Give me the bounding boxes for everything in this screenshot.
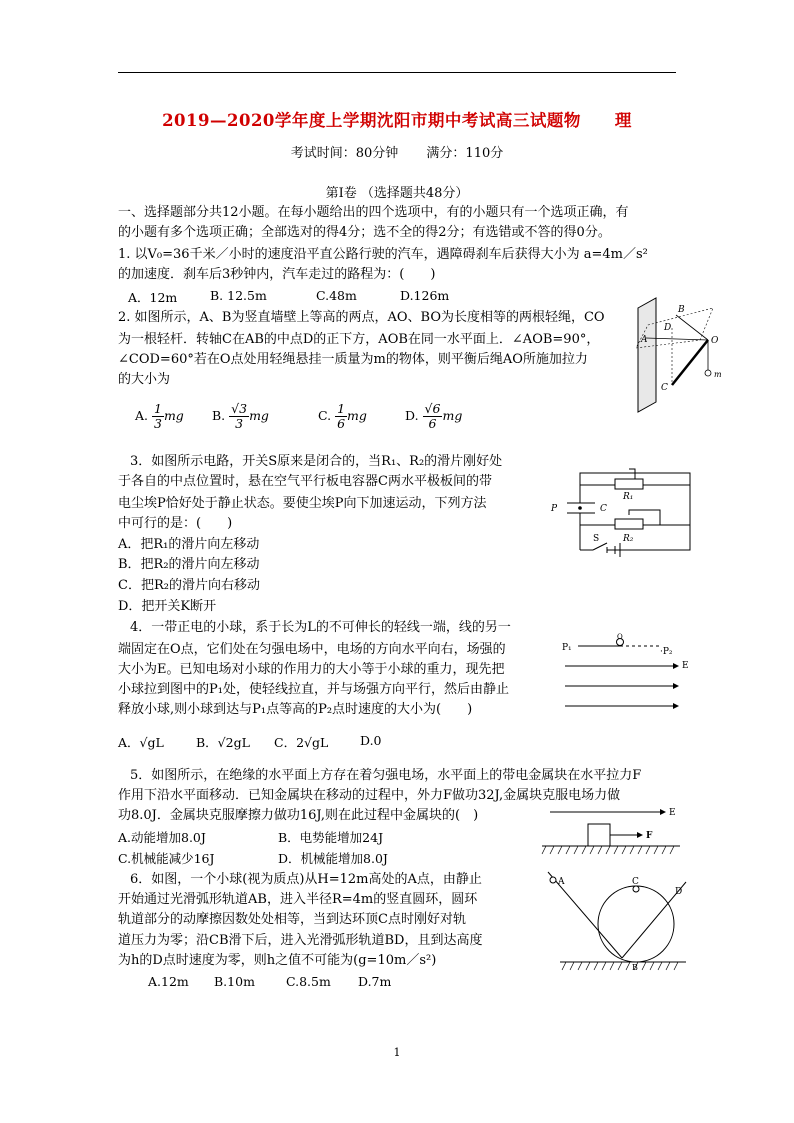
q5-option-b: B．电势能增加24J xyxy=(278,830,384,845)
q6-label-b: B xyxy=(632,963,638,972)
q2-option-c: C. $\frac{1}{6}$ mg xyxy=(318,401,367,431)
q3-label-s: S xyxy=(593,534,600,544)
q2-label-o: O xyxy=(711,336,719,346)
q5-label-f: F xyxy=(646,831,653,841)
q4-text: 释放小球,则小球到达与P₁点等高的P₂点时速度的大小为( ) xyxy=(118,702,473,717)
q1-option-c: C.48m xyxy=(316,288,357,303)
q6-option-a: A.12m xyxy=(148,974,189,989)
q5-option-d: D．机械能增加8.0J xyxy=(278,851,388,866)
q2-text: 2. 如图所示，A、B为竖直墙壁上等高的两点，AO、BO为长度相等的两根轻绳，CO xyxy=(118,310,605,325)
exam-meta xyxy=(0,142,794,161)
q1-text: 的加速度．刹车后3秒钟内，汽车走过的路程为：( ) xyxy=(118,267,436,282)
q6-label-a: A xyxy=(558,877,565,887)
q1-option-d: D.126m xyxy=(400,288,450,303)
q3-text: 于各自的中点位置时，悬在空气平行板电容器C两水平极板间的带 xyxy=(118,474,492,489)
q5-block-figure xyxy=(540,802,685,862)
header-rule xyxy=(118,72,676,73)
q6-label-c: C xyxy=(632,877,639,887)
q4-text: 小球拉到图中的P₁处，使轻线拉直，并与场强方向平行，然后由静止 xyxy=(118,682,509,697)
page-title: 2019—2020学年度上学期沈阳市期中考试高三试题物 理 xyxy=(162,111,632,130)
q6-text: 道压力为零；沿CB滑下后，进入光滑弧形轨道BD，且到达高度 xyxy=(118,933,483,948)
q6-option-c: C.8.5m xyxy=(286,974,331,989)
q4-label-e: E xyxy=(682,661,689,671)
q2-label-b: B xyxy=(678,305,685,315)
q3-label-c: C xyxy=(600,504,607,514)
q5-label-e: E xyxy=(669,808,676,818)
q4-text: 端固定在O点，它们处在匀强电场中，电场的方向水平向右，场强的 xyxy=(118,642,506,657)
q4-option-b: B．√2gL xyxy=(196,735,250,750)
q3-label-p: P xyxy=(551,504,558,514)
q6-option-b: B.10m xyxy=(214,974,255,989)
section-heading: 第Ⅰ卷 （选择题共48分） xyxy=(325,186,469,201)
q3-option-d: D．把开关K断开 xyxy=(118,599,217,614)
full-score: 满分：110分 xyxy=(426,146,504,161)
intro-line: 的小题有多个选项正确；全部选对的得4分；选不全的得2分；有选错或不答的得0分。 xyxy=(118,225,611,240)
q2-label-c: C xyxy=(661,383,668,393)
q3-circuit-figure xyxy=(545,455,700,570)
q3-text: 3．如图所示电路，开关S原来是闭合的，当R₁、R₂的滑片刚好处 xyxy=(130,454,503,469)
q6-label-d: D xyxy=(675,887,683,897)
q6-text: 轨道部分的动摩擦因数处处相等，当到达环顶C点时刚好对轨 xyxy=(118,912,466,927)
q2-option-a: A. $\frac{1}{3}$ mg xyxy=(135,401,184,431)
q5-option-a: A.动能增加8.0J xyxy=(118,830,206,845)
q1-text: 1. 以V₀=36千米／小时的速度沿平直公路行驶的汽车，遇障碍刹车后获得大小为 a=4m／s² xyxy=(118,247,648,262)
q4-option-c: C．2√gL xyxy=(274,735,329,750)
q4-field-figure xyxy=(560,632,695,722)
q2-text: ∠COD=60°若在O点处用轻绳悬挂一质量为m的物体，则平衡后绳AO所施加拉力 xyxy=(118,352,588,367)
exam-time: 考试时间：80分钟 xyxy=(290,146,399,161)
q2-label-d: D xyxy=(664,323,672,333)
q3-text: 电尘埃P恰好处于静止状态。要使尘埃P向下加速运动，下列方法 xyxy=(118,496,487,511)
q5-text: 功8.0J．金属块克服摩擦力做功16J,则在此过程中金属块的( ) xyxy=(118,808,479,823)
q6-loop-figure xyxy=(540,862,690,977)
q4-label-p2: ·P₂ xyxy=(660,647,673,657)
q5-text: 作用下沿水平面移动．已知金属块在移动的过程中，外力F做功32J,金属块克服电场力做 xyxy=(118,788,621,803)
intro-line: 一、选择题部分共12小题。在每小题给出的四个选项中，有的小题只有一个选项正确，有 xyxy=(118,205,629,220)
q1-option-b: B. 12.5m xyxy=(210,288,267,303)
q3-label-r1: R₁ xyxy=(623,492,634,502)
q4-option-d: D.0 xyxy=(360,733,382,748)
q2-text: 为一根轻杆．转轴C在AB的中点D的正下方，AOB在同一水平面上．∠AOB=90°， xyxy=(118,332,600,347)
q6-text: 开始通过光滑弧形轨道AB，进入半径R=4m的竖直圆环，圆环 xyxy=(118,892,478,907)
q4-label-o: O xyxy=(617,633,623,641)
q3-label-r2: R₂ xyxy=(623,534,634,544)
q5-option-c: C.机械能减少16J xyxy=(118,851,215,866)
q6-option-d: D.7m xyxy=(358,974,392,989)
q3-option-b: B．把R₂的滑片向左移动 xyxy=(118,557,260,572)
q4-text: 大小为E。已知电场对小球的作用力的大小等于小球的重力，现先把 xyxy=(118,662,505,677)
q2-text: 的大小为 xyxy=(118,372,171,387)
q3-option-a: A．把R₁的滑片向左移动 xyxy=(118,537,260,552)
q2-label-m: m xyxy=(714,370,722,379)
q3-option-c: C．把R₂的滑片向右移动 xyxy=(118,578,260,593)
q6-text: 6．如图，一个小球(视为质点)从H=12m高处的A点，由静止 xyxy=(130,872,482,887)
q6-text: 为h的D点时速度为零，则h之值不可能为(g=10m／s²) xyxy=(118,953,437,968)
q1-option-a: A．12m xyxy=(128,290,178,305)
q2-wall-figure xyxy=(628,290,728,420)
q4-text: 4．一带正电的小球，系于长为L的不可伸长的轻线一端，线的另一 xyxy=(130,620,511,635)
q2-option-b: B. $\frac{√3}{3}$ mg xyxy=(212,401,269,431)
q2-option-d: D. $\frac{√6}{6}$ mg xyxy=(405,401,463,431)
q2-label-a: A xyxy=(641,335,648,345)
q4-label-p1: P₁ xyxy=(562,643,572,653)
q4-option-a: A．√gL xyxy=(118,735,164,750)
q3-text: 中可行的是：( ) xyxy=(118,516,233,531)
q5-text: 5．如图所示，在绝缘的水平面上方存在着匀强电场，水平面上的带电金属块在水平拉力F xyxy=(130,768,642,783)
page-number: 1 xyxy=(393,1046,401,1059)
